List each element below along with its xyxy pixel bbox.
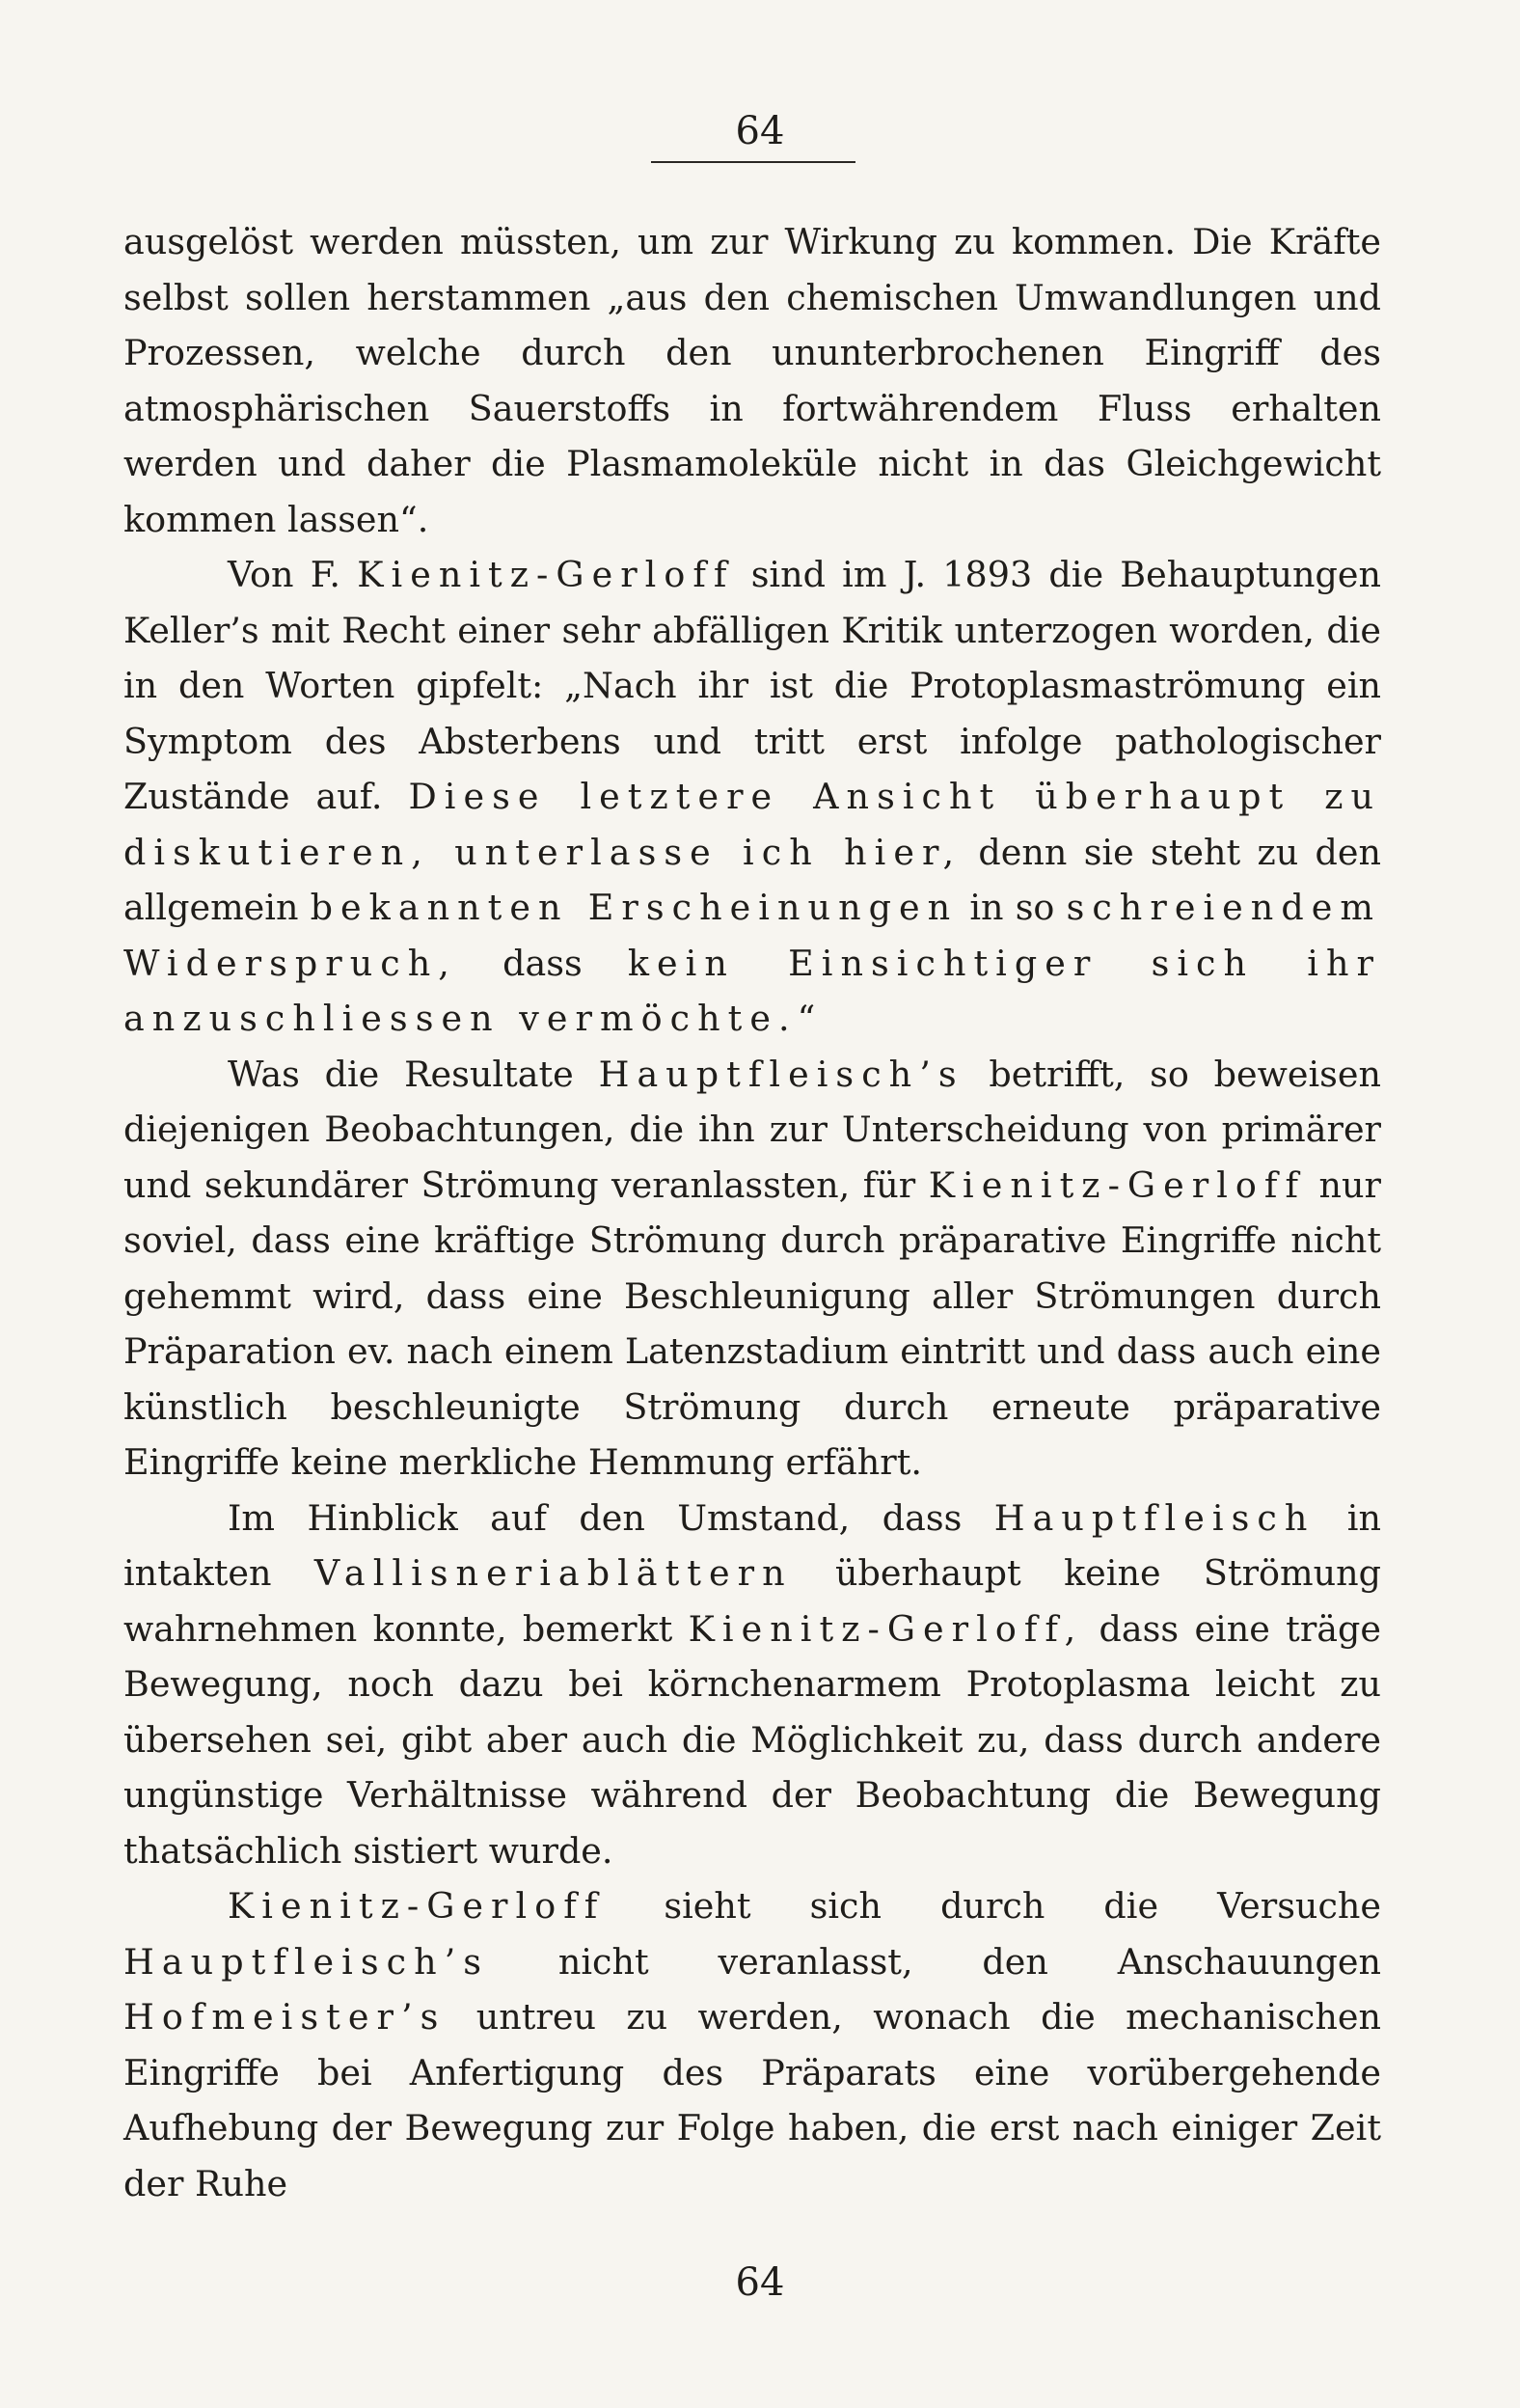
- text-run: nur soviel, dass eine kräftige Strömung durch präparative Eingriffe nicht gehemmt wird, dass eine Beschleunigung aller Strömungen durch Präparation ev. nach einem Latenzstadium eintritt und dass auch eine künstlich beschleunigte Strömung durch erneute präparative Eingriffe keine merkliche Hemmung erfährt.: [123, 1163, 1381, 1483]
- text-run: nicht veranlasst, den Anschauungen: [489, 1940, 1381, 1983]
- paragraph-2: [123, 547, 1381, 1047]
- page-number-top: 64: [735, 109, 785, 153]
- text-run: in so: [958, 887, 1067, 928]
- text-run: Was die Resultate: [228, 1053, 599, 1095]
- page-number-bottom: 64: [735, 2260, 785, 2305]
- spaced-emphasis: Hauptfleisch’s: [123, 1940, 490, 1983]
- text-run: sind im J. 1893 die Behauptungen Keller’s mit Recht einer sehr abfälligen Kritik unterzogen worden, die in den Worten gipfelt: „Nach ihr ist die Protoplasmaströmung ein Symptom des Absterbens und tritt erst infolge pathologischer Zustände auf.: [123, 554, 1381, 817]
- paragraph-4: [123, 1491, 1381, 1879]
- text-run: “: [797, 998, 816, 1039]
- spaced-emphasis: kein Einsichtiger sich ihr anzuschliessen vermöchte.: [123, 942, 1381, 1039]
- header-rule: [651, 161, 855, 163]
- text-run: untreu zu werden, wonach die mechanischen Eingriffe bei Anfertigung des Präparats eine vorübergehende Aufhebung der Bewegung zur Folge haben, die erst nach einiger Zeit der Ruhe: [123, 1996, 1381, 2204]
- spaced-emphasis: Hauptfleisch: [993, 1496, 1316, 1539]
- spaced-emphasis: bekannten Erscheinungen: [310, 887, 959, 928]
- text-run: sieht sich durch die Versuche: [605, 1885, 1381, 1927]
- text-run: dass eine träge Bewegung, noch dazu bei körnchenarmem Protoplasma leicht zu übersehen sei, gibt aber auch die Möglichkeit zu, dass durch andere ungünstige Verhältnisse während der Beobachtung die Bewegung thatsächlich sistiert wurde.: [123, 1607, 1381, 1872]
- body-text: [123, 214, 1381, 2211]
- spaced-emphasis: Vallisneriablättern: [313, 1552, 793, 1594]
- text-run: betrifft, so beweisen diejenigen Beobachtungen, die ihn zur Unterscheidung von primärer und sekundärer Strömung veranlassten, für: [123, 1053, 1381, 1206]
- spaced-emphasis: Hauptfleisch’s: [598, 1053, 964, 1095]
- paragraph-1: [123, 214, 1381, 547]
- spaced-emphasis: Hofmeister’s: [123, 1996, 447, 2038]
- text-run: denn sie steht zu den allgemein: [123, 831, 1382, 928]
- paragraph-5: [123, 1878, 1381, 2211]
- spaced-emphasis: schreiendem Widerspruch,: [123, 887, 1381, 984]
- spaced-emphasis: Diese letztere Ansicht überhaupt zu diskutieren, unterlasse ich hier,: [123, 776, 1381, 873]
- text-run: überhaupt keine Strömung wahrnehmen konnte, bemerkt: [123, 1552, 1382, 1650]
- text-run: Im Hinblick auf den Umstand, dass: [228, 1496, 994, 1539]
- text-run: Von F.: [228, 554, 358, 595]
- spaced-emphasis: Kienitz-Gerloff: [928, 1163, 1307, 1206]
- spaced-emphasis: Kienitz-Gerloff: [357, 554, 735, 595]
- text-run: dass: [456, 942, 628, 984]
- spaced-emphasis: Kienitz-Gerloff: [228, 1885, 606, 1927]
- spaced-emphasis: Kienitz-Gerloff,: [688, 1607, 1084, 1650]
- text-run: in intakten: [123, 1496, 1381, 1594]
- text-run: ausgelöst werden müssten, um zur Wirkung zu kommen. Die Kräfte selbst sollen herstammen „aus den chemischen Umwandlungen und Prozessen, welche durch den ununterbrochenen Eingriff des atmosphärischen Sauerstoffs in fortwährendem Fluss erhalten werden und daher die Plasmamoleküle nicht in das Gleichgewicht kommen lassen“.: [123, 221, 1381, 540]
- paragraph-3: [123, 1047, 1381, 1491]
